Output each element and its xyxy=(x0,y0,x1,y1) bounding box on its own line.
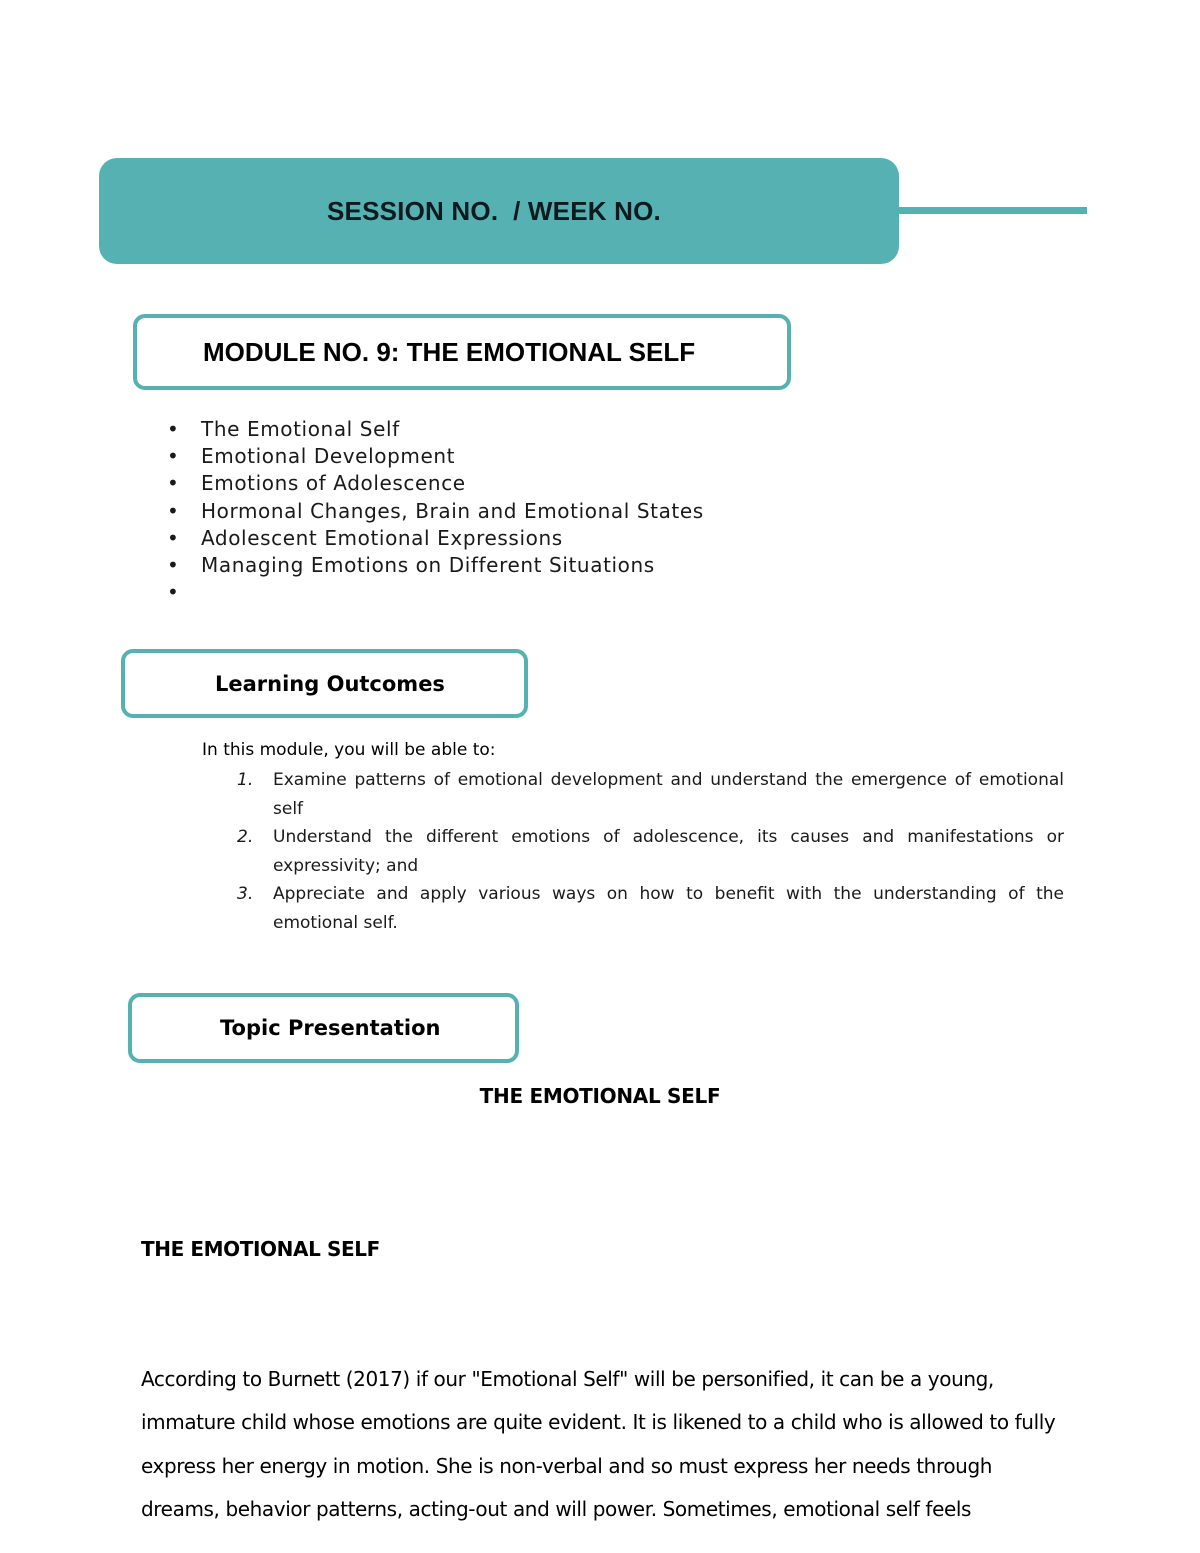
bullet-icon: • xyxy=(167,552,180,577)
paragraph-line: immature child whose emotions are quite evident. It is likened to a child who is allowed to fully xyxy=(141,1410,1056,1435)
bullet-icon: • xyxy=(167,498,180,523)
section-center-title: THE EMOTIONAL SELF xyxy=(479,1084,721,1108)
body-paragraph xyxy=(141,1358,1071,1531)
outcome-item xyxy=(237,823,1064,880)
outcome-text: Examine patterns of emotional development and understand the emergence of emotional self xyxy=(273,770,1064,819)
topic-item: • Hormonal Changes, Brain and Emotional States xyxy=(167,498,704,525)
paragraph-line: According to Burnett (2017) if our "Emotional Self" will be personified, it can be a young, xyxy=(141,1367,994,1391)
topic-item: • Emotions of Adolescence xyxy=(167,470,704,497)
bullet-icon: • xyxy=(167,525,180,550)
topic-item: • Managing Emotions on Different Situations xyxy=(167,552,704,579)
module-title: MODULE NO. 9: THE EMOTIONAL SELF xyxy=(203,336,696,367)
topic-item xyxy=(167,579,704,606)
topic-presentation-box xyxy=(128,993,519,1063)
section-heading: THE EMOTIONAL SELF xyxy=(141,1237,380,1261)
outcome-number: 3. xyxy=(237,884,254,905)
outcomes-intro: In this module, you will be able to: xyxy=(202,740,496,760)
topic-item: • The Emotional Self xyxy=(167,416,704,443)
session-banner xyxy=(99,158,899,264)
outcome-number: 2. xyxy=(237,827,254,848)
topic-list xyxy=(167,416,704,606)
learning-outcomes-box xyxy=(121,649,528,718)
outcome-number: 1. xyxy=(237,770,254,790)
outcome-item xyxy=(237,766,1064,823)
session-divider-line xyxy=(899,207,1087,214)
bullet-icon: • xyxy=(167,471,180,496)
topic-item: • Emotional Development xyxy=(167,443,704,470)
bullet-icon: • xyxy=(167,417,180,441)
outcomes-list xyxy=(237,766,1064,938)
paragraph-line: express her energy in motion. She is non-verbal and so must express her needs through xyxy=(141,1453,993,1478)
outcome-item xyxy=(237,880,1064,937)
learning-outcomes-heading: Learning Outcomes xyxy=(215,671,445,696)
bullet-icon: • xyxy=(167,580,180,605)
paragraph-line: dreams, behavior patterns, acting-out and will power. Sometimes, emotional self feels xyxy=(141,1496,972,1521)
session-title: SESSION NO. / WEEK NO. xyxy=(327,195,661,226)
topic-item: • Adolescent Emotional Expressions xyxy=(167,525,704,552)
outcome-text: Understand the different emotions of adolescence, its causes and manifestations or expressivity; and xyxy=(273,827,1064,876)
bullet-icon: • xyxy=(167,444,180,469)
module-title-box xyxy=(133,314,791,390)
topic-presentation-heading: Topic Presentation xyxy=(220,1016,441,1040)
outcome-text: Appreciate and apply various ways on how to benefit with the understanding of the emotional self. xyxy=(273,884,1064,933)
